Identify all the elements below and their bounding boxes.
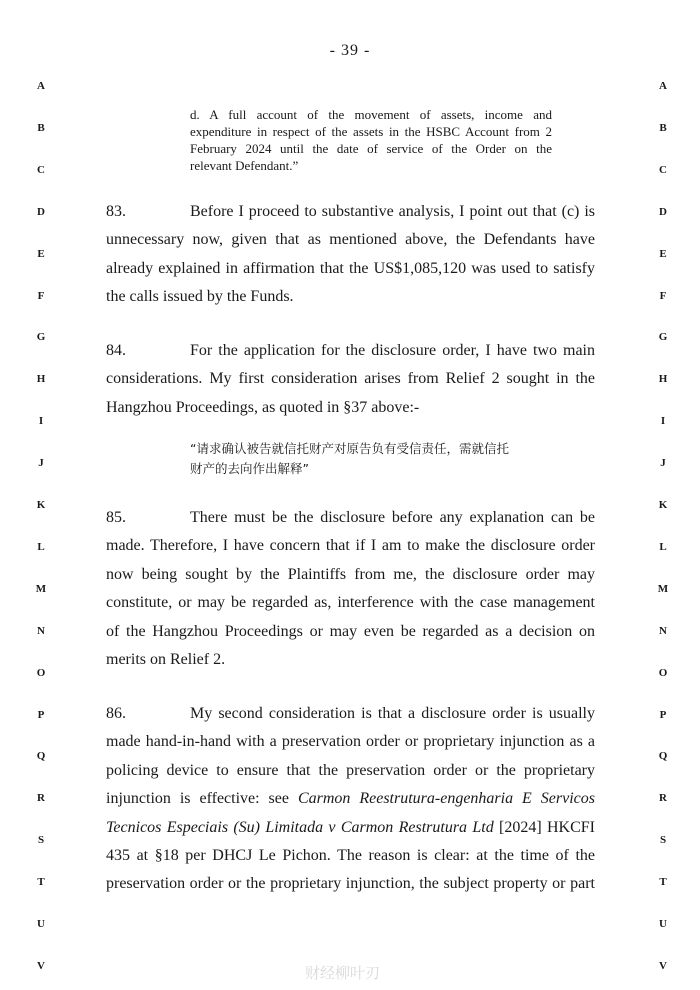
para-line: 86. My second consideration is that a disclosure order is usually bbox=[106, 700, 595, 728]
right-margin-letter: R bbox=[659, 792, 667, 805]
para-line: Hangzhou Proceedings, as quoted in §37 above:- bbox=[106, 398, 420, 416]
para-line: made. Therefore, I have concern that if I am to make the disclosure order bbox=[106, 537, 595, 555]
para-line: already explained in affirmation that the US$1,085,120 was used to satisfy bbox=[106, 259, 595, 277]
left-margin-letter: J bbox=[38, 457, 44, 470]
case-citation: Tecnicos Especiais (Su) Limitada v Carmon Restrutura Ltd bbox=[106, 818, 494, 836]
para-line: policing device to ensure that the preservation order or the proprietary bbox=[106, 761, 595, 779]
right-margin-letter: F bbox=[659, 289, 667, 302]
right-margin-letter: K bbox=[658, 499, 668, 511]
right-margin-letter: G bbox=[658, 331, 668, 344]
paragraph-84 bbox=[106, 337, 595, 422]
right-margin-letter: V bbox=[659, 959, 667, 972]
paragraph-85 bbox=[106, 504, 595, 674]
quote-line: relevant Defendant.” bbox=[190, 158, 299, 173]
left-margin-letter: K bbox=[36, 499, 46, 511]
paragraph-number: 85. bbox=[106, 509, 126, 526]
right-margin-letter: P bbox=[659, 708, 667, 721]
right-margin-letter: T bbox=[659, 876, 667, 889]
para-line: injunction is effective: see Carmon Reestrutura-engenharia E Servicos bbox=[106, 790, 595, 808]
quote-line: “请求确认被告就信托财产对原告负有受信责任，需就信托 bbox=[190, 441, 509, 456]
right-margin-letter: N bbox=[659, 624, 667, 637]
paragraph-number: 84. bbox=[106, 342, 126, 359]
right-margin-letter: E bbox=[659, 247, 667, 260]
left-margin-letter: B bbox=[37, 121, 45, 134]
right-margin-letter: J bbox=[660, 457, 666, 470]
para-line: 84. For the application for the disclosure order, I have two main bbox=[106, 337, 595, 365]
left-margin-letter: F bbox=[37, 289, 45, 302]
para-line: made hand-in-hand with a preservation order or proprietary injunction as a bbox=[106, 733, 595, 751]
paragraph-83 bbox=[106, 198, 595, 312]
para-line: 85. There must be the disclosure before any explanation can be bbox=[106, 504, 595, 532]
right-margin-letter: U bbox=[659, 918, 667, 930]
left-margin-letter: S bbox=[37, 834, 45, 847]
left-margin-letter: E bbox=[37, 247, 45, 260]
case-citation: Carmon Reestrutura-engenharia E Servicos bbox=[297, 790, 595, 808]
left-margin-letter: I bbox=[38, 415, 44, 428]
paragraph-number: 83. bbox=[106, 203, 126, 220]
right-margin-letter: A bbox=[659, 80, 667, 92]
left-margin-letter: U bbox=[37, 918, 45, 930]
left-margin-letter: H bbox=[36, 373, 46, 386]
right-margin-letter: I bbox=[660, 415, 666, 428]
para-line: now being sought by the Plaintiffs from me, the disclosure order may bbox=[106, 565, 595, 583]
paragraph-86 bbox=[106, 700, 595, 899]
left-margin-letter: A bbox=[37, 80, 45, 92]
left-margin-letter: M bbox=[35, 582, 47, 595]
para-line: 435 at §18 per DHCJ Le Pichon. The reason is clear: at the time of the bbox=[106, 847, 595, 865]
right-margin-letter: S bbox=[659, 834, 667, 847]
right-margin-letter: O bbox=[658, 666, 668, 679]
right-margin-letter: Q bbox=[658, 750, 668, 763]
left-margin-letter: C bbox=[37, 163, 45, 176]
right-margin-letter: M bbox=[657, 582, 669, 595]
page-number: - 39 - bbox=[329, 42, 371, 59]
left-margin-letter: Q bbox=[36, 750, 46, 763]
left-margin-letter: P bbox=[37, 708, 45, 721]
quote-chinese bbox=[190, 439, 552, 479]
left-margin-letter: L bbox=[37, 540, 45, 553]
para-line: merits on Relief 2. bbox=[106, 651, 226, 669]
para-line: 83. Before I proceed to substantive analysis, I point out that (c) is bbox=[106, 198, 595, 226]
para-line: the calls issued by the Funds. bbox=[106, 288, 294, 306]
left-margin-letter: T bbox=[37, 876, 45, 889]
quote-line: 财产的去向作出解释” bbox=[190, 461, 309, 476]
right-margin-letter: L bbox=[659, 540, 667, 553]
left-margin-letter: D bbox=[37, 205, 45, 218]
para-line: constitute, or may be regarded as, interference with the case management bbox=[106, 594, 595, 612]
para-line: considerations. My first consideration arises from Relief 2 sought in the bbox=[106, 370, 595, 388]
quote-d bbox=[190, 106, 552, 174]
left-margin-letter: R bbox=[37, 792, 45, 805]
right-margin-letter: C bbox=[659, 163, 667, 176]
watermark: 财经柳叶刃 bbox=[305, 964, 381, 982]
para-line: Tecnicos Especiais (Su) Limitada v Carmon Restrutura Ltd [2024] HKCFI bbox=[106, 818, 595, 836]
quote-line: d. A full account of the movement of assets, income and bbox=[190, 107, 552, 122]
left-margin-letter: G bbox=[36, 331, 46, 344]
right-margin-letter: B bbox=[659, 121, 667, 134]
quote-line: February 2024 until the date of service of the Order on the bbox=[190, 141, 552, 156]
left-margin-letter: V bbox=[37, 959, 45, 972]
left-margin-letter: O bbox=[36, 666, 46, 679]
right-margin-letter: D bbox=[659, 205, 667, 218]
para-line: preservation order or the proprietary injunction, the subject property or part bbox=[106, 875, 595, 893]
paragraph-number: 86. bbox=[106, 705, 126, 722]
quote-line: expenditure in respect of the assets in the HSBC Account from 2 bbox=[190, 124, 552, 139]
para-line: of the Hangzhou Proceedings or may even be regarded as a decision on bbox=[106, 622, 595, 640]
right-margin-letter: H bbox=[658, 373, 668, 386]
para-line: unnecessary now, given that as mentioned above, the Defendants have bbox=[106, 231, 595, 249]
left-margin-letter: N bbox=[37, 624, 45, 637]
